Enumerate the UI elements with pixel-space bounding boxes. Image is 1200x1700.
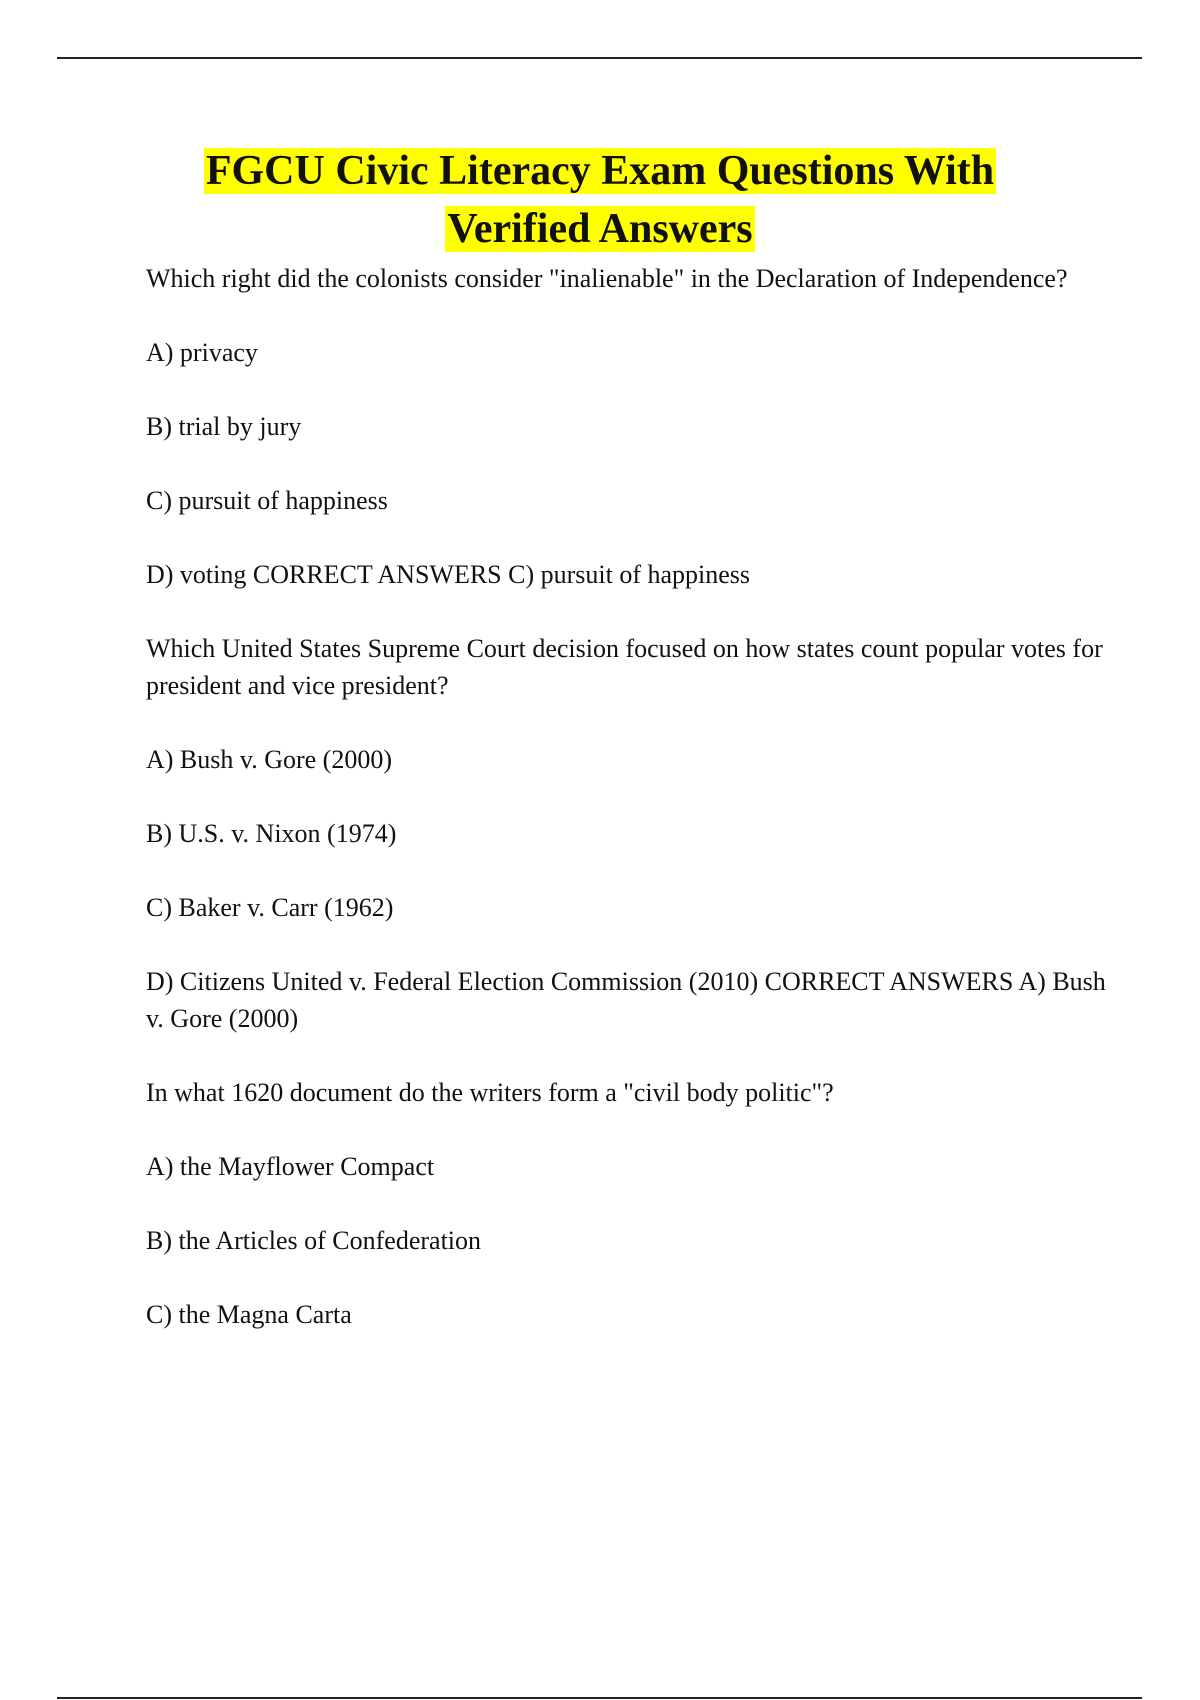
question-1-text: Which right did the colonists consider "inalienable" in the Declaration of Independence? bbox=[146, 264, 1068, 293]
question-2-text: Which United States Supreme Court decision focused on how states count popular votes for president and vice president? bbox=[146, 634, 1103, 700]
question-1-option-a: A) privacy bbox=[146, 338, 258, 367]
question-1-option-b: B) trial by jury bbox=[146, 412, 302, 441]
question-1-option-d-answer: D) voting CORRECT ANSWERS C) pursuit of happiness bbox=[146, 560, 751, 589]
top-rule bbox=[57, 57, 1142, 59]
title-line-1: FGCU Civic Literacy Exam Questions With bbox=[205, 148, 995, 194]
question-2-option-a: A) Bush v. Gore (2000) bbox=[146, 745, 392, 774]
question-3-option-c: C) the Magna Carta bbox=[146, 1300, 352, 1329]
document-title bbox=[0, 142, 1200, 258]
question-2-option-b: B) U.S. v. Nixon (1974) bbox=[146, 819, 397, 848]
title-line-2: Verified Answers bbox=[447, 206, 753, 252]
question-1-option-c: C) pursuit of happiness bbox=[146, 486, 388, 515]
question-3-option-b: B) the Articles of Confederation bbox=[146, 1226, 482, 1255]
question-3-option-a: A) the Mayflower Compact bbox=[146, 1152, 435, 1181]
question-2-option-d-answer: D) Citizens United v. Federal Election Commission (2010) CORRECT ANSWERS A) Bush v. Gore (2000) bbox=[146, 967, 1106, 1033]
document-body bbox=[146, 260, 1106, 1370]
question-2-option-c: C) Baker v. Carr (1962) bbox=[146, 893, 394, 922]
question-3-text: In what 1620 document do the writers form a "civil body politic"? bbox=[146, 1078, 834, 1107]
bottom-rule bbox=[57, 1697, 1142, 1699]
